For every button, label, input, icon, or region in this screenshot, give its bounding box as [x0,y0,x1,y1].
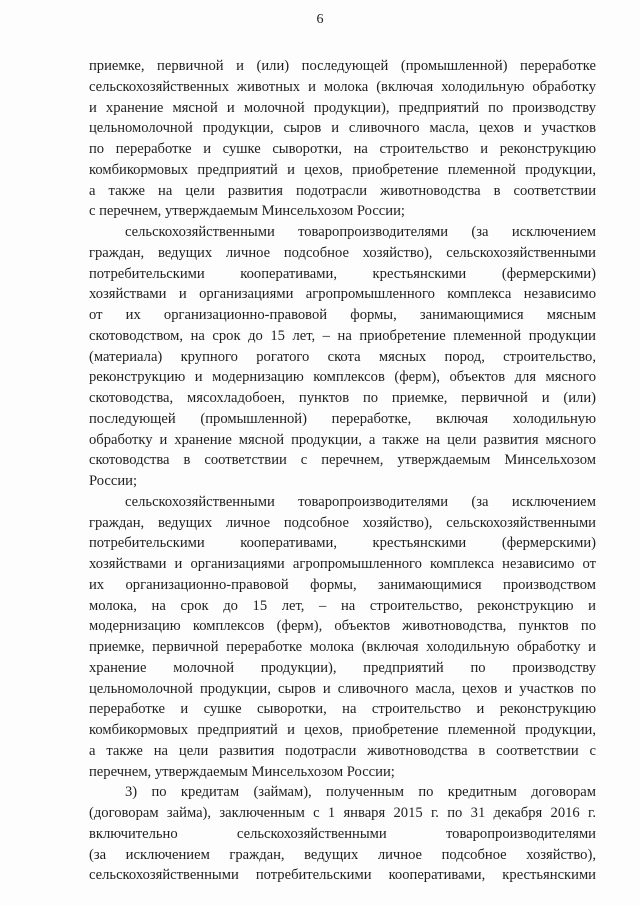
text-line: граждан, ведущих личное подсобное хозяйство), сельскохозяйственными [89,244,596,261]
text-line: скотоводства, мясохладобоен, пунктов по приемке, первичной и (или) [89,390,596,406]
text-line: потребительскими кооперативами, крестьянскими (фермерскими) [89,265,596,282]
text-line: России; [89,473,138,489]
text-line: последующей (промышленной) переработке, включая холодильную [89,410,596,427]
text-line: переработке и сушке сыворотки, на строительство и реконструкцию [89,701,596,718]
text-line: хранение молочной продукции), предприятий по производству [89,659,596,676]
text-line: по переработке и сушке сыворотки, на строительство и реконструкцию [89,141,596,157]
text-line: их организационно-правовой формы, занимающимися производством [89,576,596,593]
text-line: цельномолочной продукции, сыров и сливочного масла, цехов и участков [89,120,596,137]
text-line: сельскохозяйственными товаропроизводителями (за исключением [125,493,596,510]
text-line: скотоводства в соответствии с перечнем, утверждаемым Минсельхозом [89,452,596,469]
text-line: (за исключением граждан, ведущих личное подсобное хозяйство), [89,846,596,863]
text-line: (договорам займа), заключенным с 1 января 2015 г. по 31 декабря 2016 г. [89,805,596,821]
text-line: молока, на срок до 15 лет, – на строительство, реконструкцию и [89,597,596,614]
text-line: граждан, ведущих личное подсобное хозяйство), сельскохозяйственными [89,514,596,531]
text-line: хозяйствами и организациями агропромышленного комплекса независимо [89,286,596,303]
text-line: цельномолочной продукции, сыров и сливочного масла, цехов и участков по [89,680,596,697]
text-line: включительно сельскохозяйственными товаропроизводителями [89,825,596,842]
text-line: обработку и хранение мясной продукции, а также на цели развития мясного [89,431,596,448]
text-line: хозяйствами и организациями агропромышленного комплекса независимо от [89,556,596,572]
text-line: приемке, первичной и (или) последующей (промышленной) переработке [89,58,596,74]
text-line: модернизацию комплексов (ферм), объектов животноводства, пунктов по [89,618,596,635]
text-line: а также на цели развития подотрасли животноводства в соответствии [89,182,596,199]
text-line: от их организационно-правовой формы, занимающимися мясным [89,307,596,323]
text-line: сельскохозяйственными товаропроизводителями (за исключением [125,224,596,240]
text-line: и хранение мясной и молочной продукции), предприятий по производству [89,99,596,116]
text-line: комбикормовых предприятий и цехов, приобретение племенной продукции, [89,722,596,738]
text-line: сельскохозяйственных животных и молока (включая холодильную обработку [89,78,596,95]
text-line: реконструкцию и модернизацию комплексов (ферм), объектов для мясного [89,369,596,386]
text-line: потребительскими кооперативами, крестьянскими (фермерскими) [89,535,596,552]
text-line: а также на цели развития подотрасли животноводства в соответствии с [89,742,596,759]
body-text [89,56,596,886]
text-line: с перечнем, утверждаемым Минсельхозом России; [89,203,405,220]
text-line: перечнем, утверждаемым Минсельхозом России; [89,763,395,780]
text-line: приемке, первичной переработке молока (включая холодильную обработку и [89,639,596,655]
text-line: сельскохозяйственными потребительскими кооперативами, крестьянскими [89,867,596,884]
text-line: 3) по кредитам (займам), полученным по кредитным договорам [125,784,596,801]
page-number: 6 [316,12,324,27]
text-line: скотоводством, на срок до 15 лет, – на приобретение племенной продукции [89,327,596,344]
text-line: (материала) крупного рогатого скота мясных пород, строительство, [89,348,596,365]
text-line: комбикормовых предприятий и цехов, приобретение племенной продукции, [89,161,596,178]
